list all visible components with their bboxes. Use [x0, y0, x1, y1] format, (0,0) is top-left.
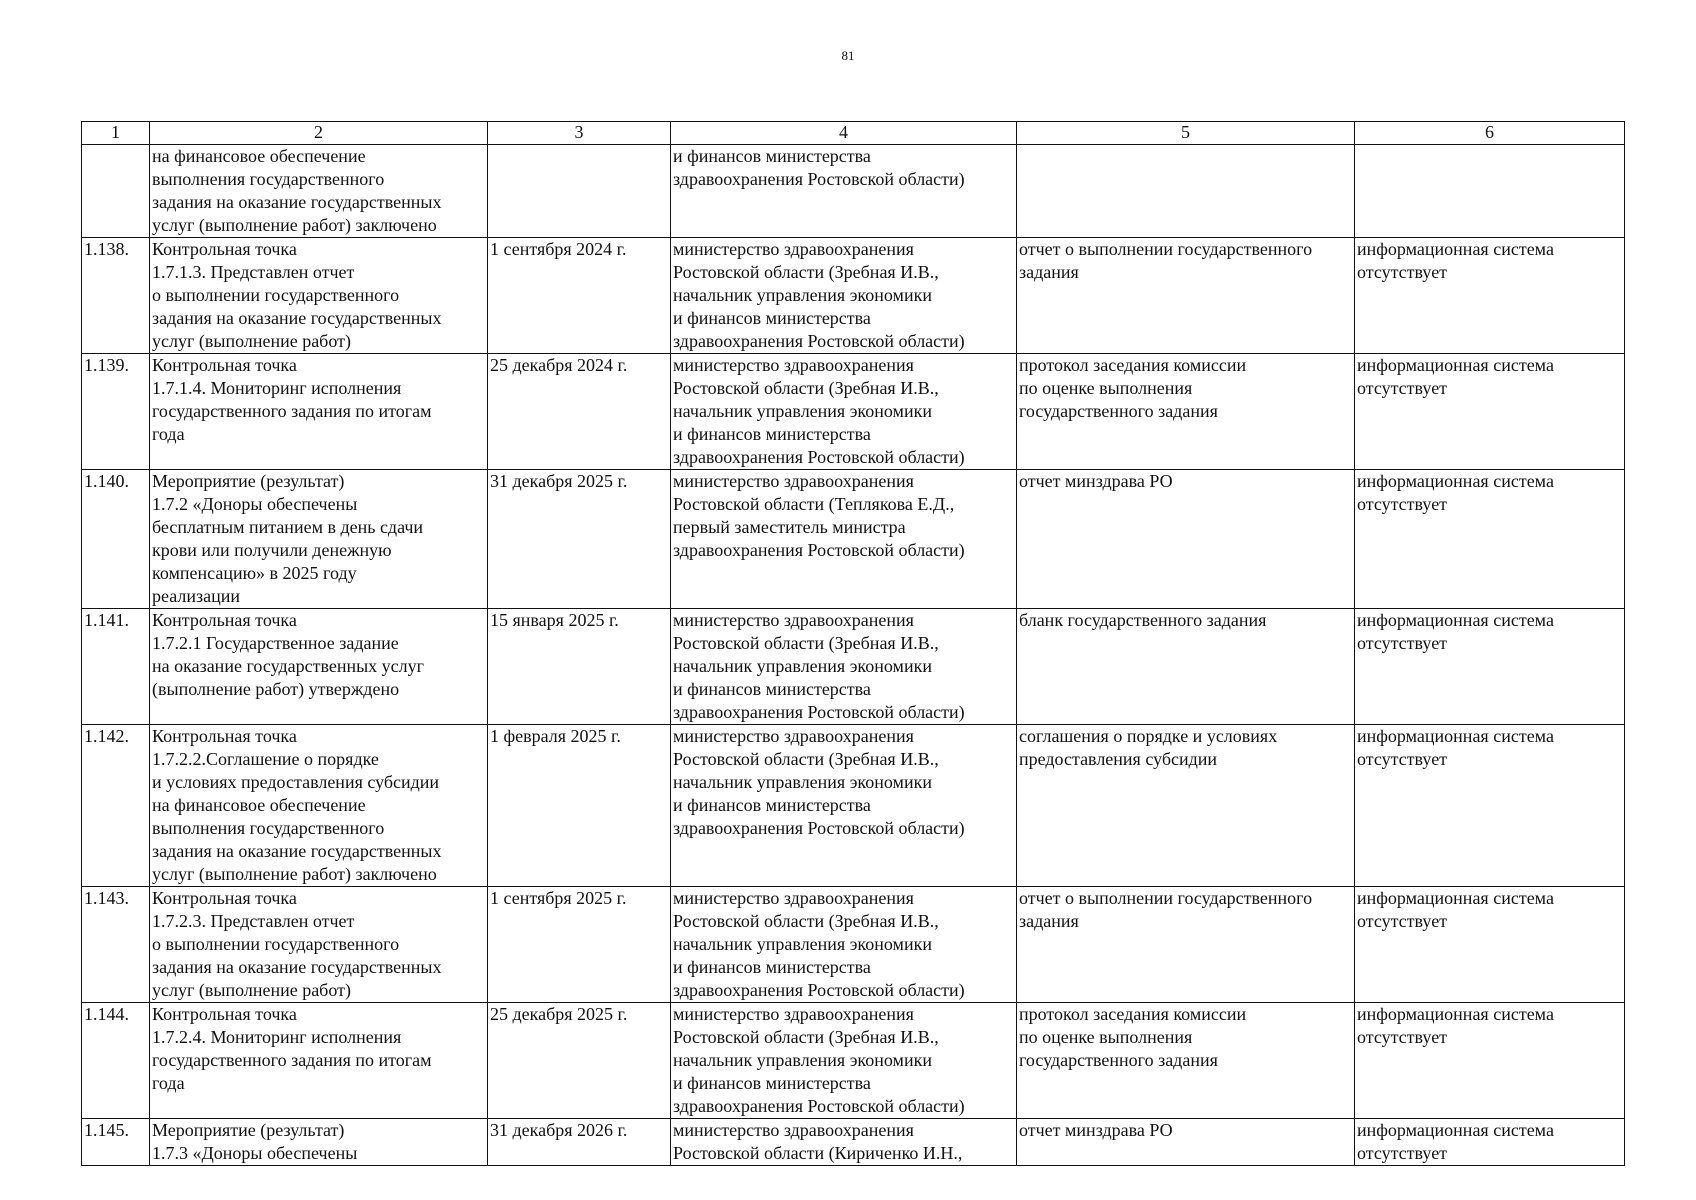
table-header-row	[82, 122, 1625, 145]
table-row	[82, 887, 1625, 1003]
info-system: информационная система отсутствует	[1355, 354, 1625, 470]
table-row	[82, 238, 1625, 354]
info-system: информационная система отсутствует	[1355, 1003, 1625, 1119]
table-row	[82, 1003, 1625, 1119]
info-system: информационная система отсутствует	[1355, 1119, 1625, 1166]
deadline-date: 1 сентября 2025 г.	[488, 887, 671, 1003]
event-name: Контрольная точка 1.7.2.1 Государственное задание на оказание государственных услуг (выполнение работ) утверждено	[150, 609, 488, 725]
responsible-party: министерство здравоохранения Ростовской области (Зребная И.В., начальник управления экономики и финансов министерства здравоохранения Ростовской области)	[671, 725, 1017, 887]
document-type: отчет минздрава РО	[1017, 1119, 1355, 1166]
row-number: 1.144.	[82, 1003, 150, 1119]
responsible-party: министерство здравоохранения Ростовской области (Зребная И.В., начальник управления экономики и финансов министерства здравоохранения Ростовской области)	[671, 1003, 1017, 1119]
responsible-party: и финансов министерства здравоохранения Ростовской области)	[671, 145, 1017, 238]
column-header: 5	[1017, 122, 1355, 145]
column-header: 3	[488, 122, 671, 145]
event-name: Контрольная точка 1.7.1.3. Представлен отчет о выполнении государственного задания на оказание государственных услуг (выполнение работ)	[150, 238, 488, 354]
deadline-date: 1 сентября 2024 г.	[488, 238, 671, 354]
row-number: 1.139.	[82, 354, 150, 470]
deadline-date: 31 декабря 2026 г.	[488, 1119, 671, 1166]
deadline-date	[488, 145, 671, 238]
document-type	[1017, 145, 1355, 238]
document-type: соглашения о порядке и условиях предоставления субсидии	[1017, 725, 1355, 887]
info-system	[1355, 145, 1625, 238]
column-header: 6	[1355, 122, 1625, 145]
row-number: 1.143.	[82, 887, 150, 1003]
info-system: информационная система отсутствует	[1355, 238, 1625, 354]
table-row	[82, 145, 1625, 238]
event-name: Контрольная точка 1.7.2.3. Представлен отчет о выполнении государственного задания на оказание государственных услуг (выполнение работ)	[150, 887, 488, 1003]
responsible-party: министерство здравоохранения Ростовской области (Зребная И.В., начальник управления экономики и финансов министерства здравоохранения Ростовской области)	[671, 609, 1017, 725]
row-number: 1.141.	[82, 609, 150, 725]
responsible-party: министерство здравоохранения Ростовской области (Зребная И.В., начальник управления экономики и финансов министерства здравоохранения Ростовской области)	[671, 887, 1017, 1003]
info-system: информационная система отсутствует	[1355, 725, 1625, 887]
table-row	[82, 725, 1625, 887]
document-type: отчет минздрава РО	[1017, 470, 1355, 609]
document-type: отчет о выполнении государственного задания	[1017, 238, 1355, 354]
row-number	[82, 145, 150, 238]
responsible-party: министерство здравоохранения Ростовской области (Теплякова Е.Д., первый заместитель министра здравоохранения Ростовской области)	[671, 470, 1017, 609]
deadline-date: 15 января 2025 г.	[488, 609, 671, 725]
row-number: 1.145.	[82, 1119, 150, 1166]
event-name: Мероприятие (результат) 1.7.2 «Доноры обеспечены бесплатным питанием в день сдачи крови или получили денежную компенсацию» в 2025 году реализации	[150, 470, 488, 609]
page-number: 81	[841, 48, 855, 63]
row-number: 1.142.	[82, 725, 150, 887]
deadline-date: 25 декабря 2025 г.	[488, 1003, 671, 1119]
info-system: информационная система отсутствует	[1355, 609, 1625, 725]
document-type: протокол заседания комиссии по оценке выполнения государственного задания	[1017, 1003, 1355, 1119]
info-system: информационная система отсутствует	[1355, 470, 1625, 609]
document-type: бланк государственного задания	[1017, 609, 1355, 725]
row-number: 1.138.	[82, 238, 150, 354]
column-header: 1	[82, 122, 150, 145]
responsible-party: министерство здравоохранения Ростовской области (Кириченко И.Н.,	[671, 1119, 1017, 1166]
table-row	[82, 354, 1625, 470]
document-type: протокол заседания комиссии по оценке выполнения государственного задания	[1017, 354, 1355, 470]
deadline-date: 1 февраля 2025 г.	[488, 725, 671, 887]
event-name: Контрольная точка 1.7.1.4. Мониторинг исполнения государственного задания по итогам года	[150, 354, 488, 470]
responsible-party: министерство здравоохранения Ростовской области (Зребная И.В., начальник управления экономики и финансов министерства здравоохранения Ростовской области)	[671, 354, 1017, 470]
table-row	[82, 470, 1625, 609]
table-row	[82, 609, 1625, 725]
row-number: 1.140.	[82, 470, 150, 609]
info-system: информационная система отсутствует	[1355, 887, 1625, 1003]
deadline-date: 25 декабря 2024 г.	[488, 354, 671, 470]
document-type: отчет о выполнении государственного задания	[1017, 887, 1355, 1003]
table-row	[82, 1119, 1625, 1166]
deadline-date: 31 декабря 2025 г.	[488, 470, 671, 609]
event-name: Контрольная точка 1.7.2.4. Мониторинг исполнения государственного задания по итогам года	[150, 1003, 488, 1119]
event-name: на финансовое обеспечение выполнения государственного задания на оказание государственных услуг (выполнение работ) заключено	[150, 145, 488, 238]
event-name: Мероприятие (результат) 1.7.3 «Доноры обеспечены	[150, 1119, 488, 1166]
event-name: Контрольная точка 1.7.2.2.Соглашение о порядке и условиях предоставления субсидии на финансовое обеспечение выполнения государственного задания на оказание государственных услуг (выполнение работ) заключено	[150, 725, 488, 887]
plan-table	[81, 121, 1625, 1166]
responsible-party: министерство здравоохранения Ростовской области (Зребная И.В., начальник управления экономики и финансов министерства здравоохранения Ростовской области)	[671, 238, 1017, 354]
column-header: 4	[671, 122, 1017, 145]
column-header: 2	[150, 122, 488, 145]
